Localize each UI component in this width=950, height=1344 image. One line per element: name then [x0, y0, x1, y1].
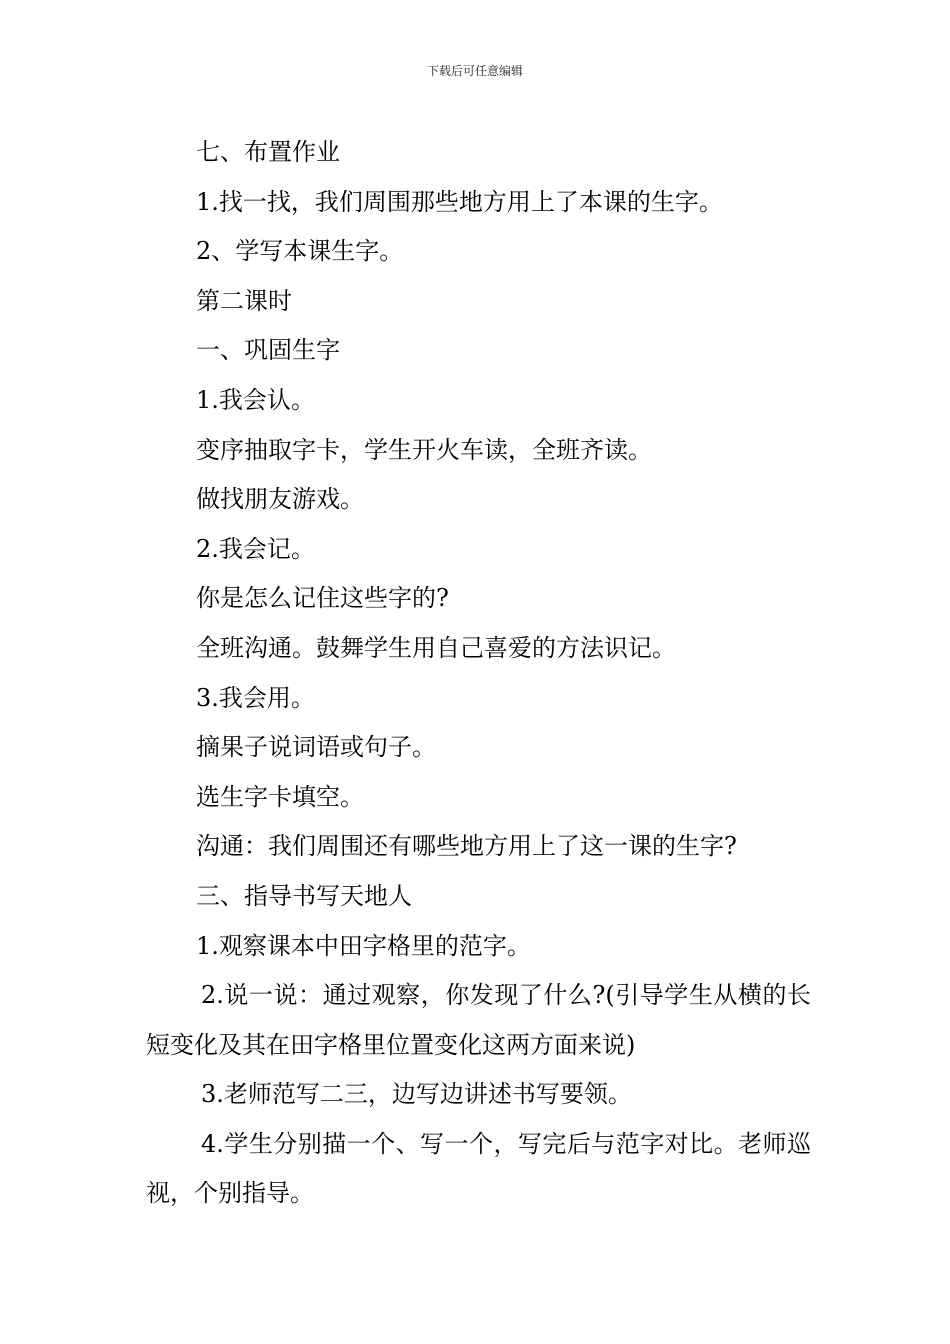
text-line: 沟通：我们周围还有哪些地方用上了这一课的生字? [196, 832, 737, 861]
document-body [146, 128, 811, 1219]
step-use: 3.我会用。 [196, 683, 315, 712]
text-line: 摘果子说词语或句子。 [196, 733, 436, 762]
paragraph-student-practice: 4.学生分别描一个、写一个，写完后与范字对比。老师巡视，个别指导。 [146, 1129, 811, 1208]
step-observe: 1.观察课本中田字格里的范字。 [196, 931, 531, 960]
homework-item-1: 1.找一找，我们周围那些地方用上了本课的生字。 [196, 187, 723, 216]
text-line: 全班沟通。鼓舞学生用自己喜爱的方法识记。 [196, 633, 676, 662]
text-line: 你是怎么记住这些字的? [196, 584, 449, 613]
paragraph-teacher-demo: 3.老师范写二三，边写边讲述书写要领。 [201, 1080, 632, 1109]
page-header: 下载后可任意编辑 [426, 64, 523, 78]
paragraph-discuss: 2.说一说：通过观察，你发现了什么?(引导学生从横的长短变化及其在田字格里位置变化这两方面来说) [146, 981, 811, 1059]
section-heading-consolidate: 一、巩固生字 [196, 336, 340, 365]
homework-item-2: 2、学写本课生字。 [196, 237, 404, 266]
section-heading-assign-homework: 七、布置作业 [196, 138, 340, 166]
text-line: 选生字卡填空。 [196, 782, 364, 811]
section-heading-writing-guidance: 三、指导书写天地人 [196, 881, 412, 910]
step-remember: 2.我会记。 [196, 534, 315, 563]
text-line: 变序抽取字卡，学生开火车读，全班齐读。 [196, 435, 652, 464]
lesson-heading-second-period: 第二课时 [196, 286, 292, 315]
text-line: 做找朋友游戏。 [196, 485, 364, 514]
step-recognize: 1.我会认。 [196, 385, 315, 414]
